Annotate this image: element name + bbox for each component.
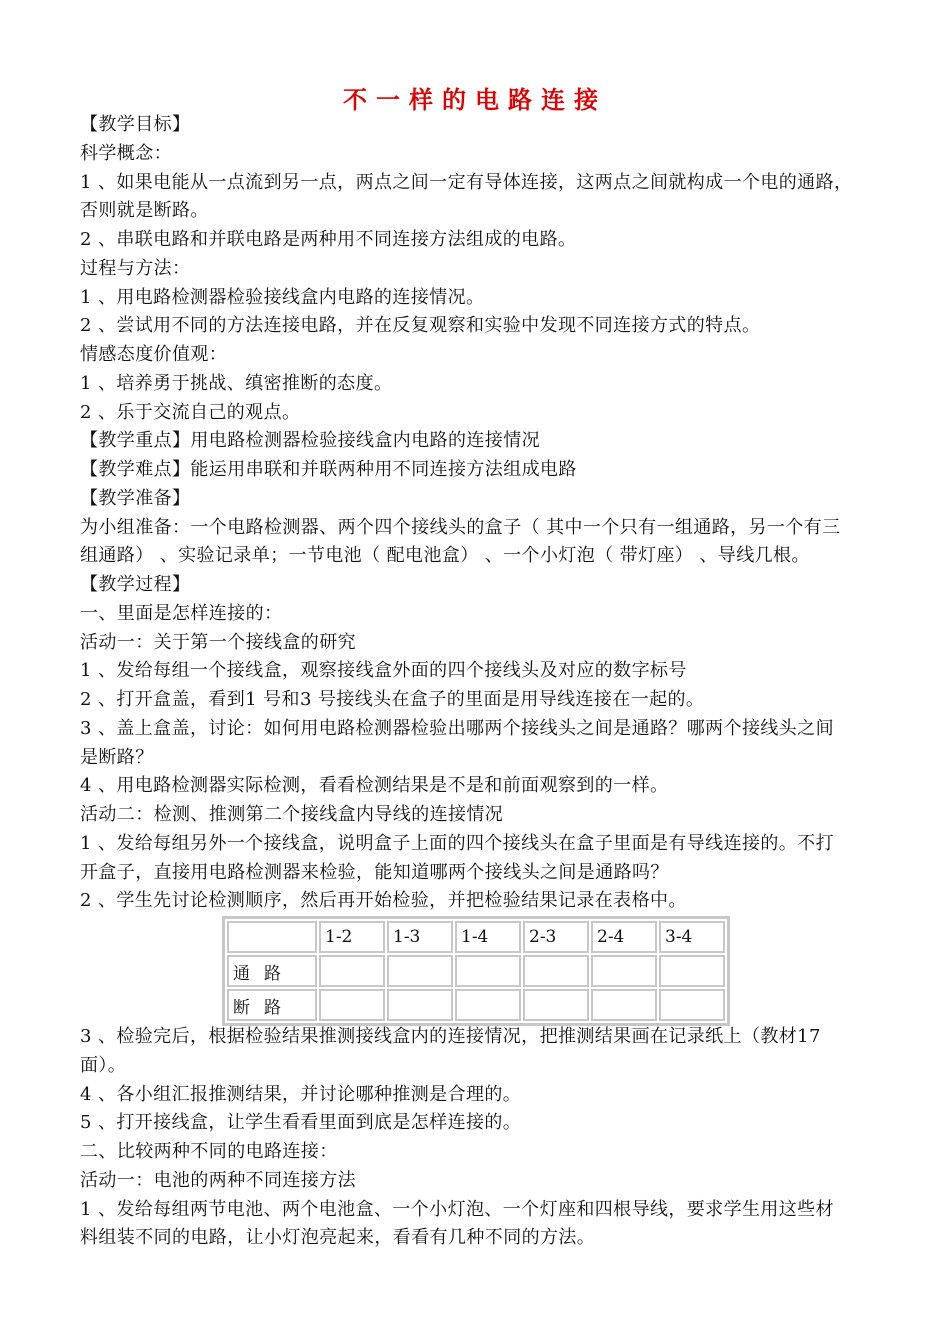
text-line: 开盒子，直接用电路检测器来检验，能知道哪两个接线头之间是通路吗？ [80,861,669,883]
text-line: 【教学准备】 [80,487,191,509]
table-cell [659,955,725,987]
text-line: 为小组准备：一个电路检测器、两个四个接线头的盒子（ 其中一个只有一组通路，另一个有三 [80,516,841,538]
text-line: 3 、盖上盒盖，讨论：如何用电路检测器检验出哪两个接线头之间是通路？哪两个接线头之间 [80,717,834,739]
table-cell [659,989,725,1021]
document-title: 不一样的电路连接 [343,86,607,114]
text-line: 一、里面是怎样连接的： [80,602,283,624]
text-line: 1 、培养勇于挑战、缜密推断的态度。 [80,372,393,394]
table-cell [387,955,453,987]
text-line: 1 、发给每组两节电池、两个电池盒、一个小灯泡、一个灯座和四根导线，要求学生用这些材 [80,1198,834,1220]
text-line: 情感态度价值观： [80,344,228,365]
row-label: 断路 [227,989,317,1021]
text-line: 2 、学生先讨论检测顺序，然后再开始检验，并把检验结果记录在表格中。 [80,890,687,912]
text-line: 料组装不同的电路，让小灯泡亮起来，看看有几种不同的方法。 [80,1227,596,1249]
text-line: 过程与方法： [80,257,191,279]
text-line: 2 、打开盒盖，看到1 号和3 号接线头在盒子的里面是用导线连接在一起的。 [80,689,705,710]
text-line: 3 、检验完后，根据检验结果推测接线盒内的连接情况，把推测结果画在记录纸上（教材17 [80,1026,821,1047]
text-line: 4 、用电路检测器实际检测，看看检测结果是不是和前面观察到的一样。 [80,775,669,797]
table-cell: 1-3 [387,921,453,953]
text-line: 活动一：关于第一个接线盒的研究 [80,631,356,653]
text-line: 科学概念： [80,142,172,164]
text-line: 面）。 [80,1054,127,1076]
table-cell [387,989,453,1021]
text-line: 【教学重点】用电路检测器检验接线盒内电路的连接情况 [80,430,540,452]
text-block-lower [80,1023,900,1253]
table-cell: 2-3 [523,921,589,953]
table-cell [455,955,521,987]
text-line: 2 、串联电路和并联电路是两种用不同连接方法组成的电路。 [80,229,577,250]
table-header-row [227,921,725,953]
table-cell [319,955,385,987]
table-row [227,989,725,1021]
table-cell [523,989,589,1021]
table-cell [455,989,521,1021]
text-line: 是断路？ [80,746,154,768]
table-cell [591,989,657,1021]
detection-record-table [222,916,730,1026]
row-label: 通路 [227,955,317,987]
text-line: 【教学目标】 [80,114,191,135]
table-cell: 1-4 [455,921,521,953]
text-line: 1 、发给每组另外一个接线盒，说明盒子上面的四个接线头在盒子里面是有导线连接的。不打 [80,832,834,854]
text-line: 4 、各小组汇报推测结果，并讨论哪种推测是合理的。 [80,1083,522,1105]
text-line: 1 、用电路检测器检验接线盒内电路的连接情况。 [80,286,485,308]
row-label [227,921,317,953]
text-line: 2 、乐于交流自己的观点。 [80,401,301,423]
text-line: 2 、尝试用不同的方法连接电路，并在反复观察和实验中发现不同连接方式的特点。 [80,315,761,337]
text-line: 活动二：检测、推测第二个接线盒内导线的连接情况 [80,804,504,825]
text-line: 1 、如果电能从一点流到另一点，两点之间一定有导体连接，这两点之间就构成一个电的通路， [80,171,853,193]
text-line: 5 、打开接线盒，让学生看看里面到底是怎样连接的。 [80,1112,522,1134]
text-line: 【教学过程】 [80,574,191,595]
table-cell: 3-4 [659,921,725,953]
text-line: 【教学难点】能运用串联和并联两种用不同连接方法组成电路 [80,459,577,480]
table-cell: 2-4 [591,921,657,953]
table-cell [319,989,385,1021]
table-cell [591,955,657,987]
text-block-upper [80,111,900,916]
text-line: 二、比较两种不同的电路连接： [80,1141,338,1162]
text-line: 1 、发给每组一个接线盒，观察接线盒外面的四个接线头及对应的数字标号 [80,660,687,682]
text-line: 活动一：电池的两种不同连接方法 [80,1169,356,1191]
text-line: 否则就是断路。 [80,200,209,222]
text-line: 组通路） 、实验记录单；一节电池（ 配电池盒） 、一个小灯泡（ 带灯座） 、导线几根。 [80,545,810,567]
table-cell [523,955,589,987]
table-row [227,955,725,987]
table-cell: 1-2 [319,921,385,953]
